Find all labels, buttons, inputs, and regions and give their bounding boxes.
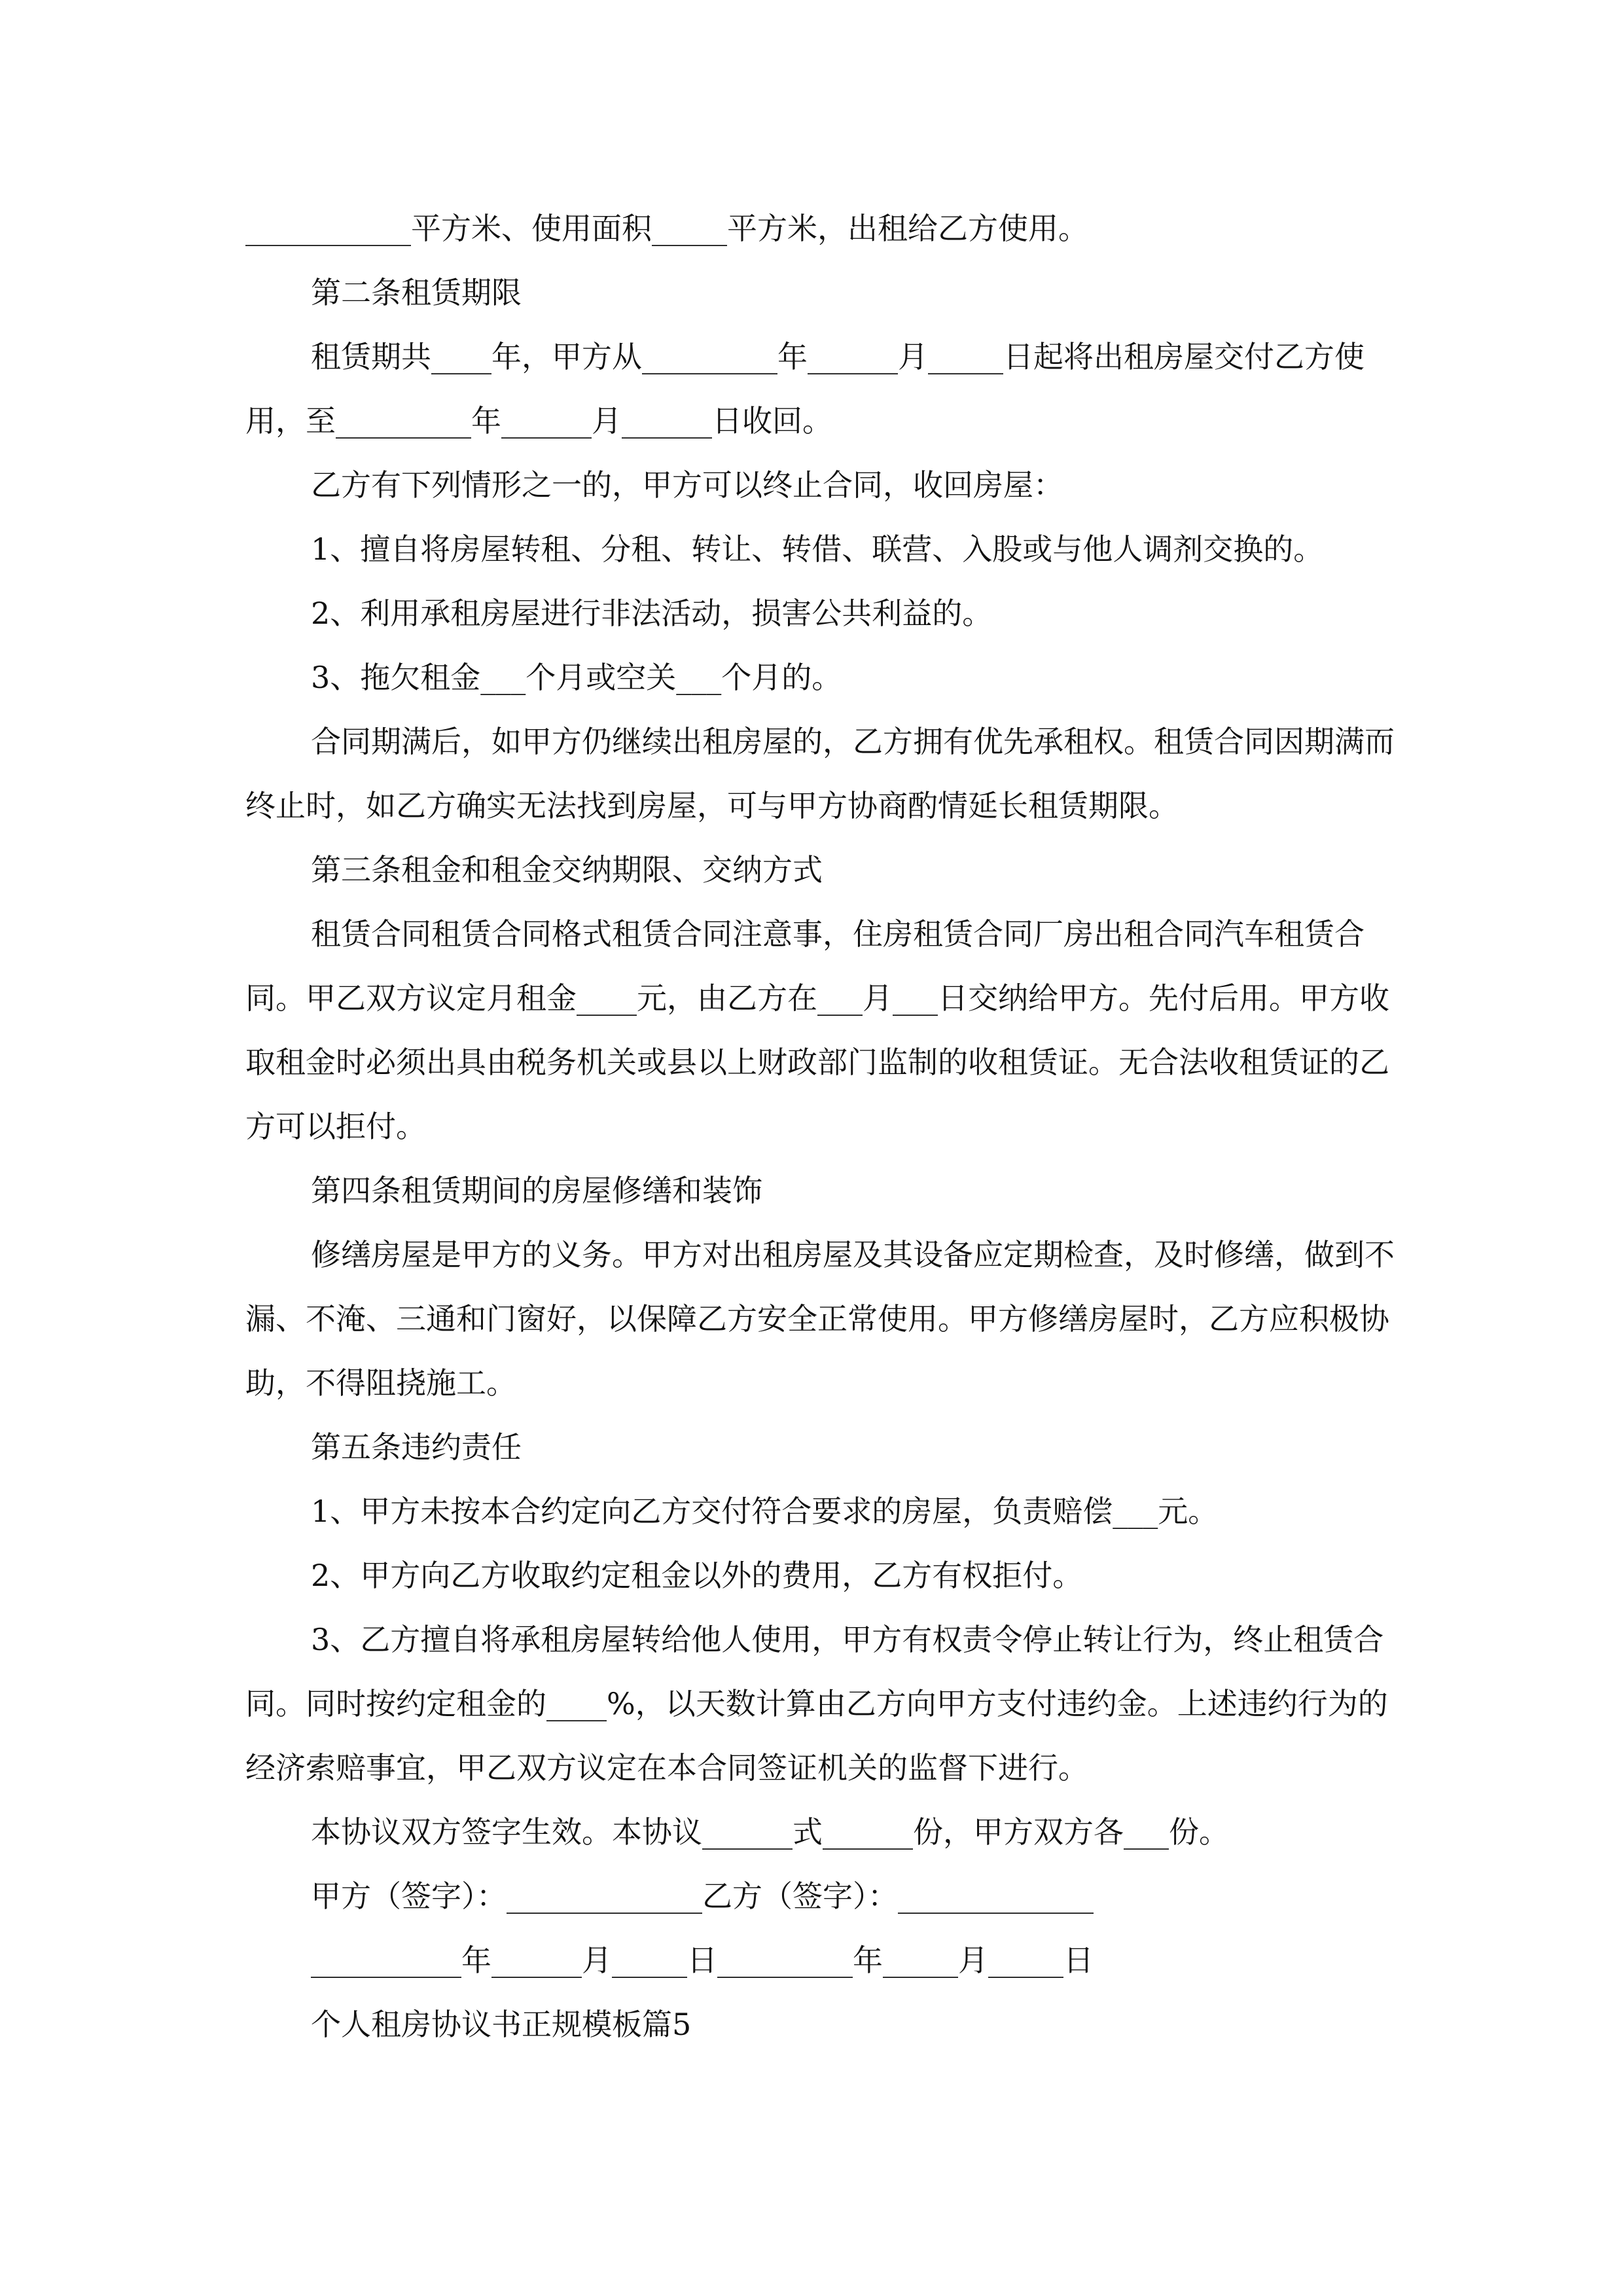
list-item-termination-2: 2、利用承租房屋进行非法活动，损害公共利益的。	[311, 596, 993, 631]
date-line: __________年______月_____日_________年_____月_____日	[311, 1943, 1094, 1978]
heading-article-5: 第五条违约责任	[311, 1429, 522, 1465]
paragraph-effect: 本协议双方签字生效。本协议______式______份，甲方双方各___份。	[311, 1814, 1229, 1850]
paragraph-lease-term: 租赁期共____年，甲方从_________年______月_____日起将出租房屋交付乙方使用，至_________年______月______日收回。	[245, 339, 1364, 439]
paragraph-rent-payment: 租赁合同租赁合同格式租赁合同注意事，住房租赁合同厂房出租合同汽车租赁合同。甲乙双方议定月租金____元，由乙方在___月___日交纳给甲方。先付后用。甲方收取租金时必须出具由税务机关或县以上财政部门监制的收租赁证。无合法收租赁证的乙方可以拒付。	[245, 916, 1389, 1144]
list-item-termination-1: 1、擅自将房屋转租、分租、转让、转借、联营、入股或与他人调剂交换的。	[311, 531, 1324, 567]
paragraph-termination-intro: 乙方有下列情形之一的，甲方可以终止合同，收回房屋：	[311, 467, 1063, 503]
list-item-liability-1: 1、甲方未按本合约定向乙方交付符合要求的房屋，负责赔偿___元。	[311, 1494, 1219, 1529]
list-item-liability-3: 3、乙方擅自将承租房屋转给他人使用，甲方有权责令停止转让行为，终止租赁合同。同时按约定租金的____%，以天数计算由乙方向甲方支付违约金。上述违约行为的经济索赔事宜，甲乙双方议定在本合同签证机关的监督下进行。	[245, 1622, 1388, 1785]
document-body	[245, 196, 1397, 2056]
list-item-liability-2: 2、甲方向乙方收取约定租金以外的费用，乙方有权拒付。	[311, 1558, 1083, 1593]
paragraph-repairs: 修缮房屋是甲方的义务。甲方对出租房屋及其设备应定期检查，及时修缮，做到不漏、不淹、三通和门窗好，以保障乙方安全正常使用。甲方修缮房屋时，乙方应积极协助，不得阻挠施工。	[245, 1237, 1395, 1401]
list-item-termination-3: 3、拖欠租金___个月或空关___个月的。	[311, 660, 842, 695]
heading-article-4: 第四条租赁期间的房屋修缮和装饰	[311, 1173, 762, 1208]
heading-article-3: 第三条租金和租金交纳期限、交纳方式	[311, 852, 823, 888]
section-title-template-5: 个人租房协议书正规模板篇5	[311, 2007, 692, 2042]
heading-article-2: 第二条租赁期限	[311, 275, 522, 310]
signature-line: 甲方（签字）：_____________乙方（签字）：_____________	[311, 1878, 1094, 1914]
paragraph-area-continuation: ___________平方米、使用面积_____平方米，出租给乙方使用。	[245, 211, 1088, 246]
paragraph-renewal: 合同期满后，如甲方仍继续出租房屋的，乙方拥有优先承租权。租赁合同因期满而终止时，如乙方确实无法找到房屋，可与甲方协商酌情延长租赁期限。	[245, 724, 1395, 823]
